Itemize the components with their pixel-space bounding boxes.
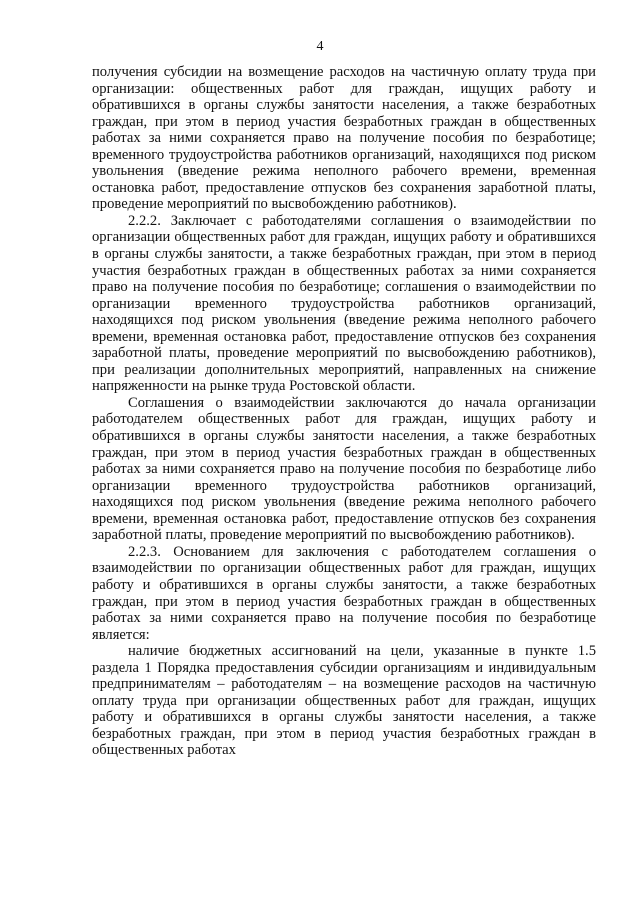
paragraph-2-2-2: 2.2.2. Заключает с работодателями соглашения о взаимодействии по организации общественных работ для граждан, ищущих работу и обратившихся в органы службы занятости, а также безработных граждан, при этом в период участия безработных граждан в общественных работах за ними сохраняется право на получение пособия по безработице; соглашения о взаимодействии по организации временного трудоустройства работников организаций, находящихся под риском увольнения (введение режима неполного рабочего времени, временная остановка работ, предоставление отпусков без сохранения заработной платы, проведение мероприятий по высвобождению работников), при реализации дополнительных мероприятий, направленных на снижение напряженности на рынке труда Ростовской области. bbox=[92, 212, 596, 395]
document-body bbox=[92, 64, 596, 759]
paragraph-agreements: Соглашения о взаимодействии заключаются до начала организации работодателем общественных работ для граждан, ищущих работу и обратившихся в органы службы занятости населения, а также безработных граждан, при этом в период участия безработных граждан в общественных работах за ними сохраняется право на получение пособия по безработице либо организации временного трудоустройства работников организаций, находящихся под риском увольнения (введение режима неполного рабочего времени, временная остановка работ, предоставление отпусков без сохранения заработной платы, проведение мероприятий по высвобождению работников). bbox=[92, 394, 596, 544]
paragraph-2-2-3: 2.2.3. Основанием для заключения с работодателем соглашения о взаимодействии по организации общественных работ для граждан, ищущих работу и обратившихся в органы службы занятости, а также безработных граждан, при этом в период участия безработных граждан в общественных работах за ними сохраняется право на получение пособия по безработице является: bbox=[92, 543, 596, 643]
page-number: 4 bbox=[316, 39, 324, 54]
paragraph-subsidy-continuation: получения субсидии на возмещение расходов на частичную оплату труда при организации: общественных работ для граждан, ищущих работу и обратившихся в органы службы занятости населения, а также безработных граждан, при этом в период участия безработных граждан в общественных работах за ними сохраняется право на получение пособия по безработице; временного трудоустройства работников организаций, находящихся под риском увольнения (введение режима неполного рабочего времени, временная остановка работ, предоставление отпусков без сохранения заработной платы, проведение мероприятий по высвобождению работников). bbox=[92, 64, 596, 213]
paragraph-budget-allocations: наличие бюджетных ассигнований на цели, указанные в пункте 1.5 раздела 1 Порядка предоставления субсидии организациям и индивидуальным предпринимателям – работодателям – на возмещение расходов на частичную оплату труда при организации общественных работ для граждан, ищущих работу и обратившихся в органы службы занятости населения, а также безработных граждан, при этом в период участия безработных граждан в общественных работах bbox=[92, 643, 596, 759]
